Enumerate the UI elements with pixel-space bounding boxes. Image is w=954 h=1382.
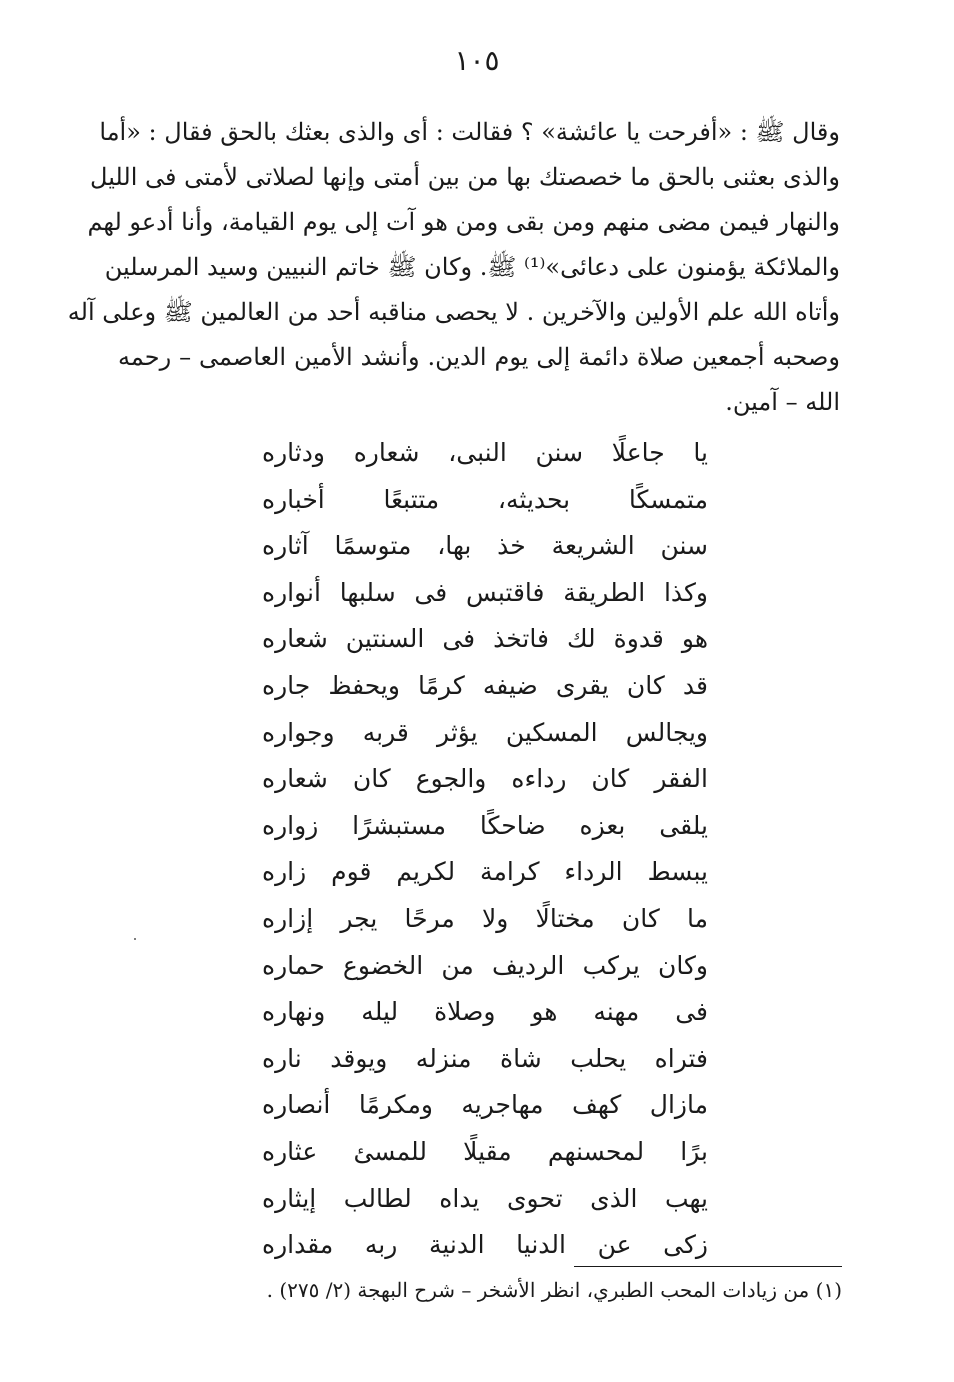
poem-line: سنن الشريعة خذ بها، متوسمًا آثاره — [262, 531, 708, 561]
poem-line: قد كان يقرى ضيفه كرمًا ويحفظ جاره — [262, 670, 708, 700]
poem-line: يبسط الرداء كرامة لكريم قوم زاره — [262, 857, 708, 887]
prose-line: والنهار فيمن مضى منهم ومن بقى ومن هو آت إلى يوم القيامة، وأنا أدعو لهم — [87, 208, 840, 236]
poem-line: مازال كهف مهاجريه ومكرمًا أنصاره — [262, 1090, 708, 1120]
poem-line: يلقى بعزه ضاحكًا مستبشرًا زواره — [262, 810, 708, 840]
poem — [262, 430, 708, 1269]
poem-line: متمسكًا بحديثه، متتبعًا أخباره — [262, 484, 708, 514]
poem-line: الفقر كان رداءه والجوع كان شعاره — [262, 764, 708, 794]
poem-line: ويجالس المسكين يؤثر قربه وجواره — [262, 717, 708, 747]
prose-line: وصحبه أجمعين صلاة دائمة إلى يوم الدين. وأنشد الأمين العاصمى – رحمه — [118, 343, 840, 371]
poem-line: برًا لمحسنهم مقيلًا للمسئ عثاره — [262, 1136, 708, 1166]
poem-line: زكى عن الدنيا الدنية ربه مقداره — [262, 1230, 708, 1260]
scan-speck — [134, 938, 136, 940]
poem-line: ما كان مختالًا ولا مرحًا يجر إزاره — [262, 903, 708, 933]
prose-line: وقال ﷺ : «أفرحت يا عائشة» ؟ فقالت : أى والذى بعثك بالحق فقال : «أما — [99, 118, 840, 146]
poem-line: وكان يركب الرديف من الخضوع حماره — [262, 950, 708, 980]
poem-line: فتراه يحلب شاة منزله ويوقد ناره — [262, 1043, 708, 1073]
page-number: ١٠٥ — [454, 44, 500, 77]
prose-line: وأتاه الله علم الأولين والآخرين . لا يحصى مناقبه أحد من العالمين ﷺ وعلى آله — [67, 298, 840, 326]
footnote-divider — [574, 1266, 842, 1267]
poem-line: يهب الذى تحوى يداه لطالب إيثاره — [262, 1183, 708, 1213]
footnote: (١) من زيادات المحب الطبري، انظر الأشخر – شرح البهجة (٢/ ٢٧٥) . — [266, 1278, 842, 1302]
poem-line: يا جاعلًا سنن النبى، شعاره ودثاره — [262, 438, 708, 467]
poem-line: فى مهنه هو وصلاة ليله ونهاره — [262, 997, 708, 1027]
prose-line: الله – آمين. — [725, 388, 840, 416]
poem-line: وكذا الطريقة فاقتبس فى سلبها أنواره — [262, 577, 708, 607]
prose-paragraph — [67, 110, 840, 425]
prose-line: والملائكة يؤمنون على دعائى»⁽¹⁾ ﷺ. وكان ﷺ خاتم النبيين وسيد المرسلين — [104, 253, 840, 281]
prose-line: والذى بعثنى بالحق ما خصصتك بها من بين أمتى وإنها لصلاتى لأمتى فى الليل — [90, 163, 840, 191]
poem-line: هو قدوة لك فاتخذ فى السنتين شعاره — [262, 624, 708, 654]
